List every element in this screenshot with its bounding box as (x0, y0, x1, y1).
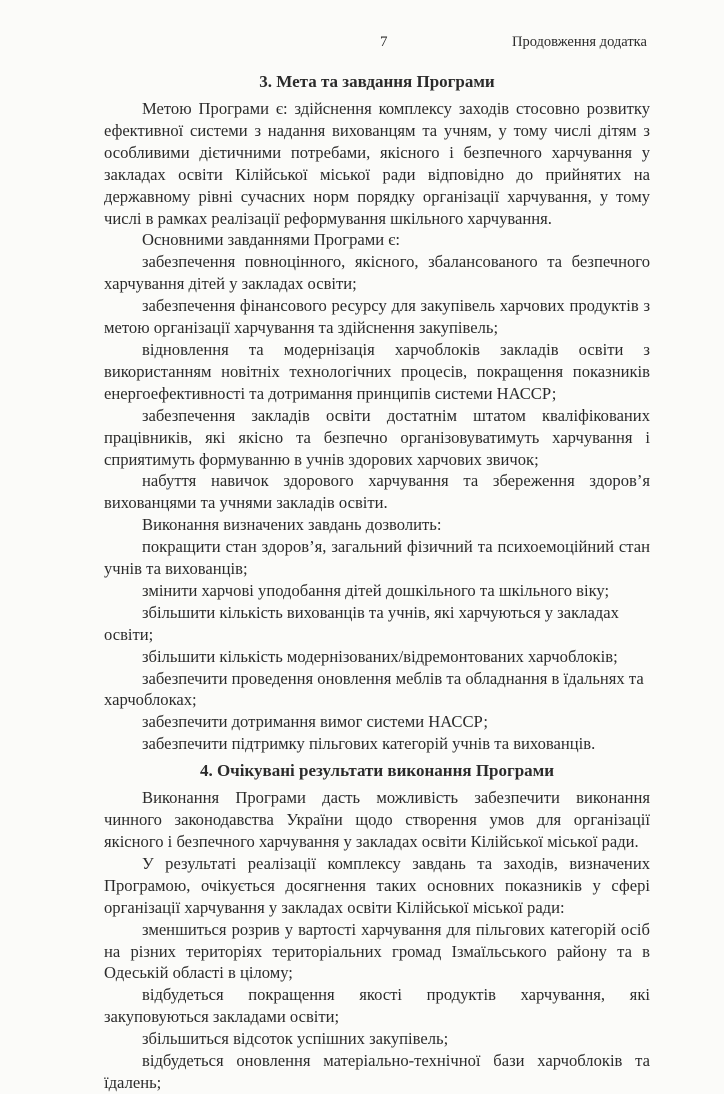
outcome-item: збільшити кількість модернізованих/відремонтованих харчоблоків; (142, 646, 618, 666)
outcome-item: забезпечити дотримання вимог системи НАССР; (142, 712, 489, 732)
running-head: Продовження додатка (512, 34, 647, 50)
task-item: відновлення та модернізація харчоблоків закладів освіти з використанням новітніх технологічних процесів, покращення показників енергоефективності та дотримання принципів системи НАССР; (104, 339, 650, 403)
outcome-item: забезпечити підтримку пільгових категорій учнів та вихованців. (142, 734, 596, 754)
result-item: зменшиться розрив у вартості харчування для пільгових категорій осіб на різних територіях територіальних громад Ізмаїльського району та в Одеській області в цілому; (104, 919, 650, 983)
result-item: відбудеться оновлення матеріально-технічної бази харчоблоків та їдалень; (104, 1051, 650, 1092)
section-4-title: 4. Очікувані результати виконання Програми (199, 761, 555, 781)
task-item: забезпечення фінансового ресурсу для закупівель харчових продуктів з метою організації харчування та здійснення закупівель; (104, 296, 650, 338)
document-body (104, 70, 650, 1094)
outcome-list (104, 580, 650, 755)
outcome-item: забезпечити проведення оновлення меблів та обладнання в їдальнях та харчоблоках; (104, 668, 644, 710)
result-item: відбудеться покращення якості продуктів харчування, які закуповуються закладами освіти; (104, 985, 650, 1027)
task-item: забезпечення повноцінного, якісного, збалансованого та безпечного харчування дітей у закладах освіти; (104, 252, 650, 294)
section-4-para-1: Виконання Програми дасть можливість забезпечити виконання чинного законодавства України щодо створення умов для організації якісного і безпечного харчування у закладах освіти Кілійської міської ради. (104, 788, 650, 851)
task-item: набуття навичок здорового харчування та збереження здоров’я вихованцями та учнями закладів освіти. (104, 471, 650, 513)
section-3-title: 3. Мета та завдання Програми (259, 72, 495, 91)
task-item: забезпечення закладів освіти достатнім штатом кваліфікованих працівників, які якісно та безпечно організовуватимуть харчування і сприятимуть формуванню в учнів здорових харчових звичок; (104, 405, 650, 469)
page-number: 7 (380, 34, 388, 50)
section-3-intro: Метою Програми є: здійснення комплексу заходів стосовно розвитку ефективної системи з надання вихованцям та учням, у тому числі дітям з особливими дієтичними потребами, якісного і безпечного харчування у закладах освіти Кілійської міської ради відповідно до прийнятих на державному рівні сучасних норм порядку організації харчування, у тому числі в рамках реалізації реформування шкільного харчування. (104, 99, 650, 228)
outcomes-lead: Виконання визначених завдань дозволить: (142, 515, 442, 535)
tasks-lead: Основними завданнями Програми є: (142, 230, 401, 250)
outcome-item: покращити стан здоров’я, загальний фізичний та психоемоційний стан учнів та вихованців; (104, 537, 650, 579)
section-4-para-2: У результаті реалізації комплексу завдань та заходів, визначених Програмою, очікується досягнення таких основних показників у сфері організації харчування у закладах освіти Кілійської міської ради: (104, 853, 650, 917)
outcome-item: збільшити кількість вихованців та учнів, які харчуються у закладах освіти; (104, 602, 619, 644)
result-item: збільшиться відсоток успішних закупівель; (142, 1029, 449, 1049)
outcome-item: змінити харчові уподобання дітей дошкільного та шкільного віку; (142, 580, 610, 600)
